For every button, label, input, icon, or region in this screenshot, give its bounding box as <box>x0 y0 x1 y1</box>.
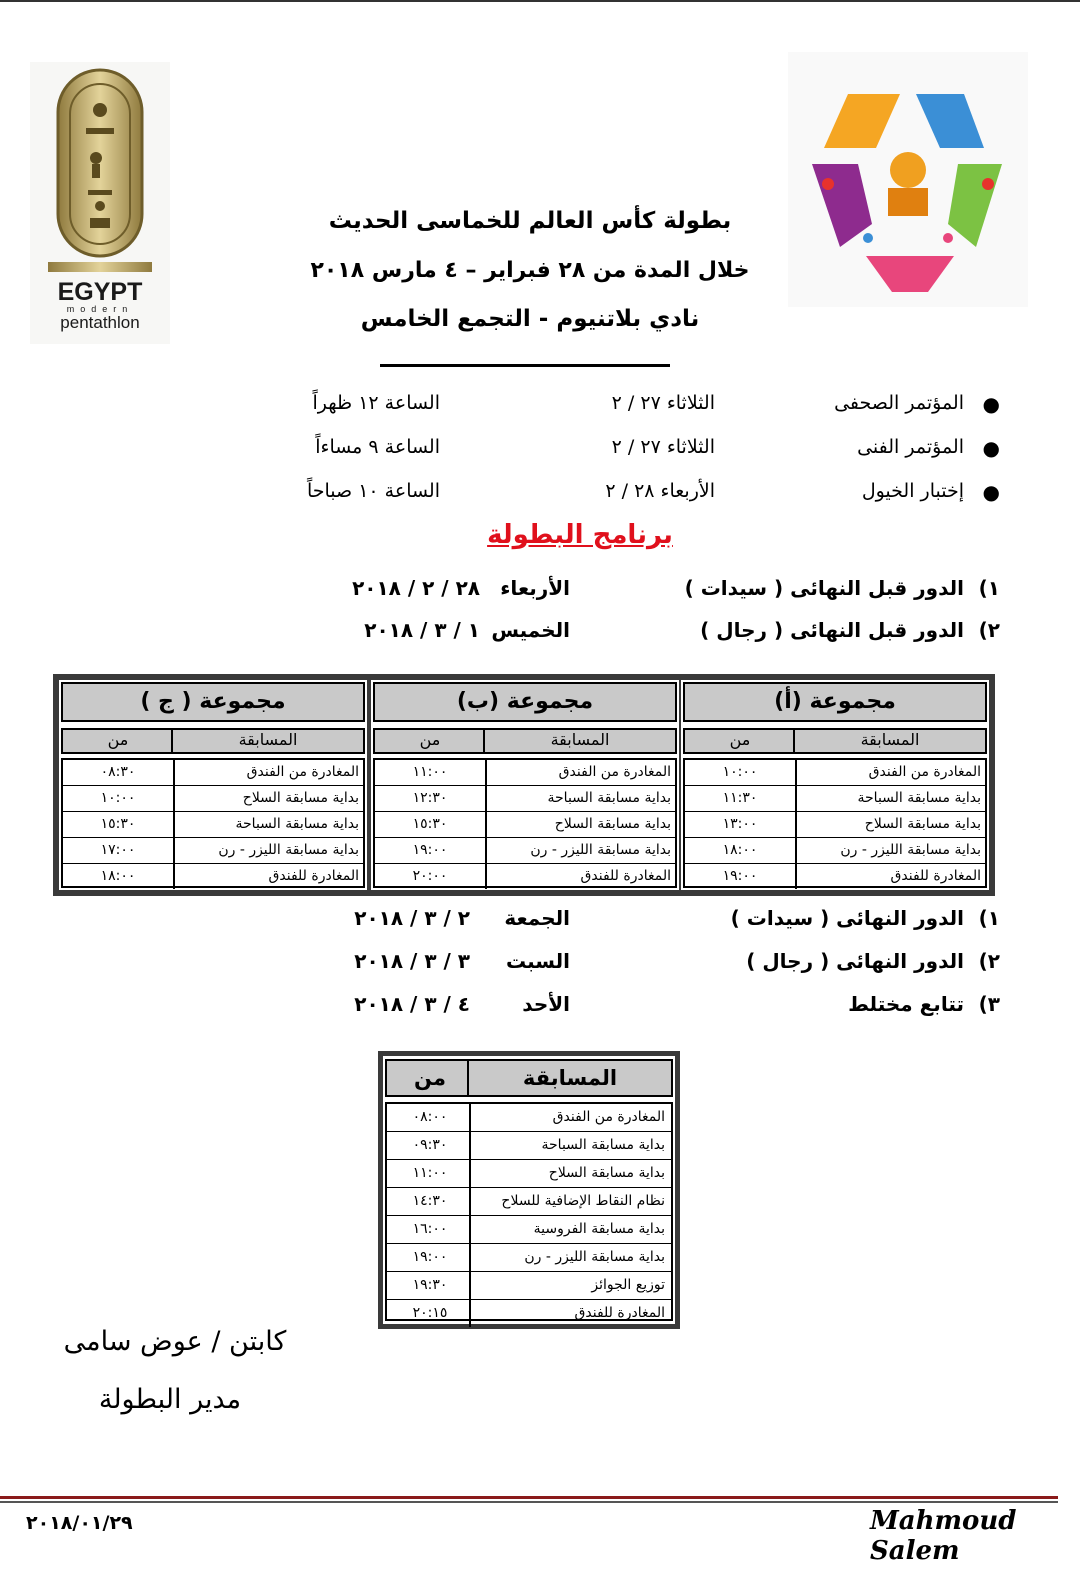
cell-time: ٢٠:١٥ <box>412 1305 448 1321</box>
cell-event: المغادرة للفندق <box>795 864 985 889</box>
logo-text-egypt: EGYPT <box>57 278 143 306</box>
cell-time: ١٩:٠٠ <box>412 1249 448 1265</box>
footer-date: ٢٠١٨/٠١/٢٩ <box>26 1512 133 1534</box>
championship-star-logo <box>788 52 1028 307</box>
groups-schedule-table <box>53 674 995 896</box>
cartouche-icon <box>30 62 170 344</box>
round-number: ٢) <box>978 949 1000 973</box>
table-row <box>387 1216 671 1244</box>
final-row <box>340 906 1000 940</box>
table-row <box>63 786 363 812</box>
cell-event: المغادرة من الفندق <box>485 760 675 785</box>
group-rows <box>373 758 677 888</box>
table-row <box>375 812 675 838</box>
cell-time: ١٩:٠٠ <box>412 842 448 858</box>
logo-text-modern: modern <box>66 304 134 314</box>
table-row <box>387 1300 671 1327</box>
round-day: الأربعاء <box>500 576 570 600</box>
cell-event: بداية مسابقة الليزر - رن <box>795 838 985 863</box>
cell-time: ١٣:٠٠ <box>722 816 758 832</box>
cell-event: بداية مسابقة السلاح <box>485 812 675 837</box>
group-c-table <box>59 680 367 890</box>
event-row <box>260 392 1000 426</box>
table-row <box>387 1244 671 1272</box>
table-row <box>387 1104 671 1132</box>
group-title: مجموعة ( ج ) <box>61 682 365 722</box>
group-rows <box>683 758 987 888</box>
cell-event: بداية مسابقة السلاح <box>469 1160 671 1187</box>
cell-time: ١٩:٠٠ <box>722 868 758 884</box>
cell-event: بداية مسابقة السباحة <box>173 812 363 837</box>
table-row <box>685 786 985 812</box>
group-title: مجموعة (ب) <box>373 682 677 722</box>
event-day: الثلاثاء ٢٧ / ٢ <box>611 392 715 414</box>
cell-event: توزيع الجوائز <box>469 1272 671 1299</box>
round-date: ٤ / ٣ / ٢٠١٨ <box>354 992 470 1016</box>
cell-event: المغادرة من الفندق <box>173 760 363 785</box>
cell-event: بداية مسابقة الفروسية <box>469 1216 671 1243</box>
round-label: الدور النهائى ( سيدات ) <box>730 906 964 930</box>
cell-time: ٠٩:٣٠ <box>412 1137 448 1153</box>
round-day: الأحد <box>522 992 570 1016</box>
event-row <box>260 436 1000 470</box>
egypt-pentathlon-logo <box>30 62 170 344</box>
cell-event: بداية مسابقة الليزر - رن <box>173 838 363 863</box>
round-number: ٣) <box>978 992 1000 1016</box>
table-row <box>375 864 675 889</box>
cell-event: المغادرة للفندق <box>485 864 675 889</box>
round-number: ١) <box>978 906 1000 930</box>
col-time-header: من <box>107 730 129 749</box>
cell-event: المغادرة من الفندق <box>469 1104 671 1131</box>
round-number: ١) <box>978 576 1000 600</box>
round-number: ٢) <box>978 618 1000 642</box>
cell-time: ١٩:٣٠ <box>412 1277 448 1293</box>
header-divider <box>380 364 670 367</box>
cell-time: ١١:٠٠ <box>412 764 448 780</box>
event-time: الساعة ٩ مساءاً <box>315 436 440 458</box>
group-rows <box>61 758 365 888</box>
round-date: ٢٨ / ٢ / ٢٠١٨ <box>352 576 480 600</box>
cell-event: بداية مسابقة الليزر - رن <box>469 1244 671 1271</box>
event-name: إختبار الخيول <box>861 480 964 502</box>
cell-time: ١٠:٠٠ <box>100 790 136 806</box>
cell-time: ١٧:٠٠ <box>100 842 136 858</box>
footer-divider <box>0 1496 1058 1499</box>
table-row <box>685 838 985 864</box>
event-row <box>260 480 1000 514</box>
footer-author: Mahmoud Salem <box>870 1506 1017 1566</box>
top-border <box>0 0 1080 2</box>
event-day: الثلاثاء ٢٧ / ٢ <box>611 436 715 458</box>
semi-row <box>280 618 1000 652</box>
table-row <box>387 1188 671 1216</box>
cell-event: بداية مسابقة السلاح <box>173 786 363 811</box>
cell-event: المغادرة من الفندق <box>795 760 985 785</box>
cell-time: ٠٨:٣٠ <box>100 764 136 780</box>
table-row <box>375 838 675 864</box>
table-row <box>685 812 985 838</box>
col-event-header: المسابقة <box>467 1061 671 1095</box>
program-title: برنامج البطولة <box>487 520 673 550</box>
cell-event: بداية مسابقة السباحة <box>469 1132 671 1159</box>
cell-time: ١٥:٣٠ <box>412 816 448 832</box>
group-col-headers <box>373 728 677 754</box>
col-time-header: من <box>729 730 751 749</box>
cell-event: المغادرة للفندق <box>173 864 363 889</box>
table-row <box>63 864 363 889</box>
table-row <box>387 1132 671 1160</box>
round-day: السبت <box>505 949 570 973</box>
event-day: الأربعاء ٢٨ / ٢ <box>605 480 715 502</box>
round-label: الدور قبل النهائى ( سيدات ) <box>684 576 964 600</box>
col-time-header: من <box>419 730 441 749</box>
table-row <box>63 812 363 838</box>
round-label: الدور قبل النهائى ( رجال ) <box>700 618 964 642</box>
table-row <box>387 1160 671 1188</box>
group-b-table <box>371 680 679 890</box>
table-row <box>685 864 985 889</box>
table-row <box>63 760 363 786</box>
round-label: الدور النهائى ( رجال ) <box>746 949 964 973</box>
round-label: تتابع مختلط <box>848 992 964 1016</box>
cell-event: بداية مسابقة السباحة <box>795 786 985 811</box>
round-day: الخميس <box>491 618 570 642</box>
bullet-icon: ● <box>982 436 1000 460</box>
col-event-header: المسابقة <box>171 730 363 752</box>
bullet-icon: ● <box>982 480 1000 504</box>
logo-text-pentathlon: pentathlon <box>60 313 140 332</box>
cell-time: ١٥:٣٠ <box>100 816 136 832</box>
signer-title: مدير البطولة <box>98 1384 242 1415</box>
round-date: ٢ / ٣ / ٢٠١٨ <box>354 906 470 930</box>
bullet-icon: ● <box>982 392 1000 416</box>
final-row <box>340 949 1000 983</box>
cell-event: نظام النقاط الإضافية للسلاح <box>469 1188 671 1215</box>
round-day: الجمعة <box>504 906 570 930</box>
table-row <box>63 838 363 864</box>
cell-event: بداية مسابقة السباحة <box>485 786 675 811</box>
footer-divider-secondary <box>0 1501 1058 1503</box>
col-time-header: من <box>414 1066 446 1090</box>
header-dates: خلال المدة من ٢٨ فبراير – ٤ مارس ٢٠١٨ <box>310 258 750 283</box>
event-time: الساعة ١٠ صباحاً <box>306 480 440 502</box>
star-emblem-icon <box>788 52 1028 307</box>
cell-time: ١١:٣٠ <box>722 790 758 806</box>
group-col-headers <box>61 728 365 754</box>
table-row <box>375 786 675 812</box>
cell-time: ١٢:٣٠ <box>412 790 448 806</box>
col-event-header: المسابقة <box>793 730 985 752</box>
cell-time: ٢٠:٠٠ <box>412 868 448 884</box>
event-name: المؤتمر الصحفى <box>834 392 964 414</box>
group-col-headers <box>683 728 987 754</box>
finals-schedule-table <box>378 1051 680 1329</box>
cell-time: ١٦:٠٠ <box>412 1221 448 1237</box>
cell-time: ١٠:٠٠ <box>722 764 758 780</box>
final-row <box>340 992 1000 1026</box>
cell-time: ٠٨:٠٠ <box>412 1109 448 1125</box>
semi-row <box>280 576 1000 610</box>
cell-time: ١٨:٠٠ <box>722 842 758 858</box>
cell-time: ١٨:٠٠ <box>100 868 136 884</box>
signer-name: كابتن / عوض سامى <box>63 1326 287 1357</box>
round-date: ٣ / ٣ / ٢٠١٨ <box>354 949 470 973</box>
final-col-headers <box>385 1059 673 1097</box>
header-venue: نادي بلاتنيوم - التجمع الخامس <box>360 306 700 332</box>
group-title: مجموعة (أ) <box>683 682 987 722</box>
header-title: بطولة كأس العالم للخماسى الحديث <box>328 208 732 234</box>
cell-time: ١٤:٣٠ <box>412 1193 448 1209</box>
round-date: ١ / ٣ / ٢٠١٨ <box>364 618 480 642</box>
col-event-header: المسابقة <box>483 730 675 752</box>
event-time: الساعة ١٢ ظهراً <box>312 392 440 414</box>
table-row <box>685 760 985 786</box>
final-rows <box>385 1102 673 1321</box>
group-a-table <box>681 680 989 890</box>
cell-time: ١١:٠٠ <box>412 1165 448 1181</box>
cell-event: بداية مسابقة السلاح <box>795 812 985 837</box>
table-row <box>375 760 675 786</box>
cell-event: بداية مسابقة الليزر - رن <box>485 838 675 863</box>
table-row <box>387 1272 671 1300</box>
event-name: المؤتمر الفنى <box>857 436 964 458</box>
cell-event: المغادرة للفندق <box>469 1300 671 1327</box>
